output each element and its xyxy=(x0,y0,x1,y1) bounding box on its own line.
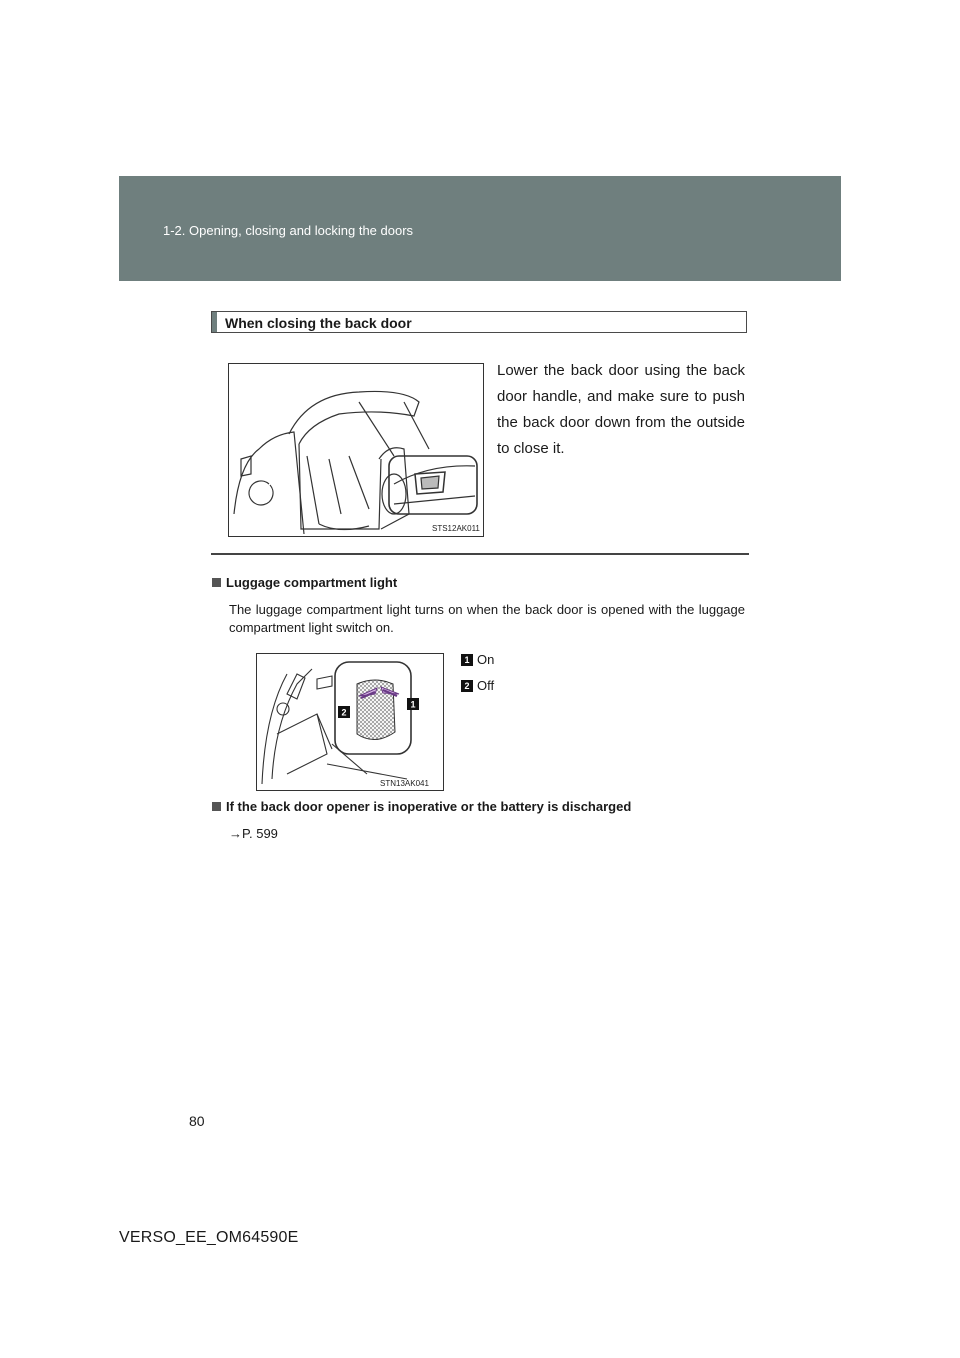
figure-code: STS12AK011 xyxy=(432,524,480,533)
luggage-light-illustration xyxy=(256,653,444,791)
luggage-light-heading-text: Luggage compartment light xyxy=(226,575,398,590)
page-header xyxy=(119,176,841,281)
section-title: When closing the back door xyxy=(225,315,412,331)
bullet-square-icon xyxy=(212,578,221,587)
legend-label: Off xyxy=(477,678,495,693)
opener-heading-text: If the back door opener is inoperative or the battery is discharged xyxy=(226,799,632,814)
svg-text:1: 1 xyxy=(410,699,416,710)
luggage-light-drawing xyxy=(257,654,443,790)
arrow-icon: → xyxy=(229,826,242,841)
legend-item-on xyxy=(461,652,494,667)
section-accent xyxy=(212,312,217,332)
page-number: 80 xyxy=(189,1113,205,1129)
luggage-light-text: The luggage compartment light turns on when the back door is opened with the luggage compartment light switch on. xyxy=(229,602,745,635)
footer-code: VERSO_EE_OM64590E xyxy=(119,1229,299,1246)
legend-item-off xyxy=(461,678,494,693)
legend-number: 1 xyxy=(461,654,473,666)
section-body-text: Lower the back door using the back door handle, and make sure to push the back door down from the outside to close it. xyxy=(497,362,745,457)
legend-number: 2 xyxy=(461,680,473,692)
header-title: 1-2. Opening, closing and locking the doors xyxy=(163,223,414,238)
bullet-square-icon xyxy=(212,802,221,811)
figure-code: STN13AK041 xyxy=(380,779,429,788)
luggage-light-heading xyxy=(212,575,397,590)
back-door-illustration xyxy=(228,363,484,537)
page-reference-text: P. 599 xyxy=(242,826,278,841)
back-door-drawing xyxy=(229,364,483,536)
section-title-bar xyxy=(211,311,747,333)
opener-heading xyxy=(212,799,631,814)
divider xyxy=(211,553,749,555)
legend-label: On xyxy=(477,652,495,667)
page-reference[interactable] xyxy=(229,826,278,841)
svg-text:2: 2 xyxy=(341,707,347,718)
